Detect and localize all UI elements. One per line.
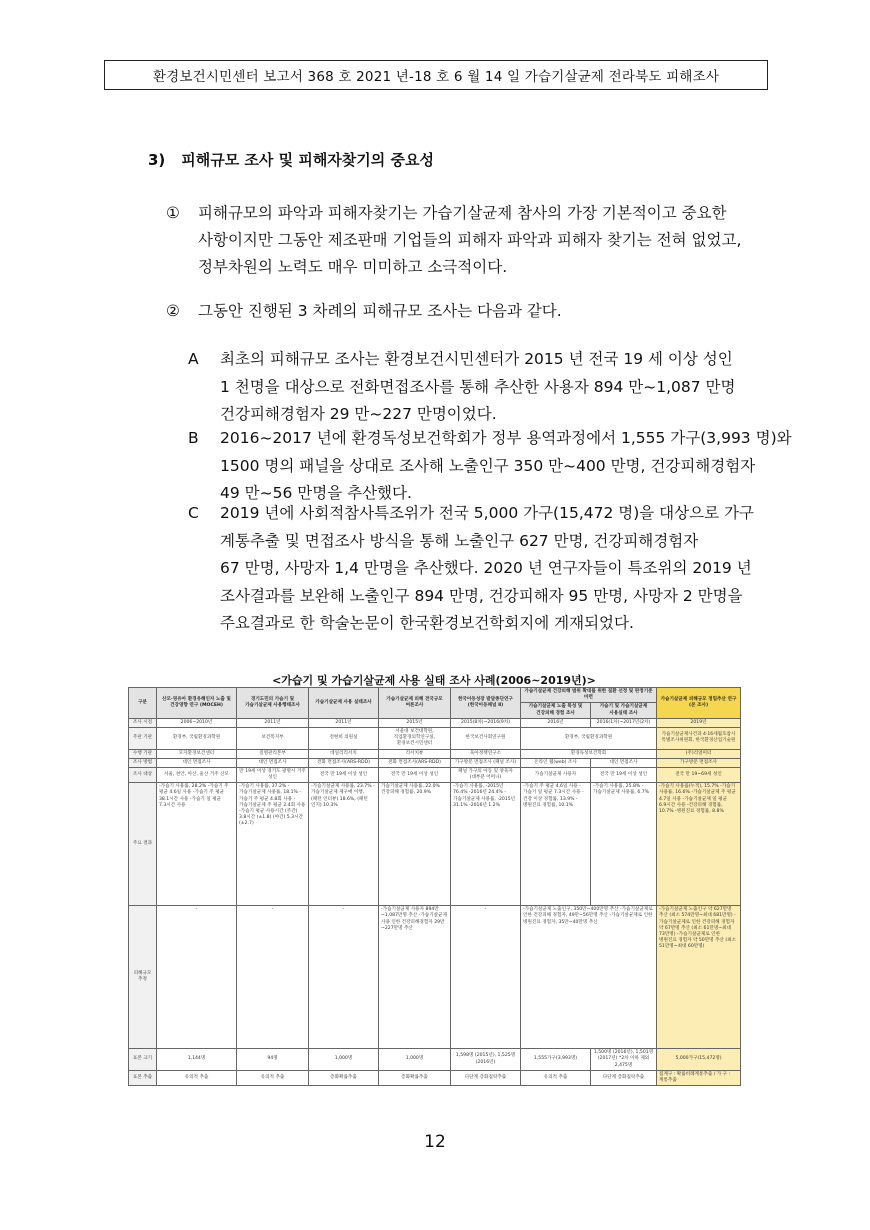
table-cell: 가습기살균제 사용자 bbox=[521, 767, 591, 782]
paragraph-1-line: 사항이지만 그동안 제조판매 기업들의 피해자 파악과 피해자 찾기는 전혀 없었고, bbox=[198, 231, 742, 249]
paragraph-1-line: 피해규모의 파악과 피해자찾기는 가습기살균제 참사의 가장 기본적이고 중요한 bbox=[198, 204, 727, 222]
table-cell: 1,000명 bbox=[379, 1049, 451, 1071]
table-header-row bbox=[129, 688, 741, 703]
table-title: <가습기 및 가습기살균제 사용 실태 조사 사례(2006~2019년)> bbox=[272, 674, 596, 687]
table-cell: 층화확률추출 bbox=[379, 1070, 451, 1085]
table-cell: 질병관리본부 bbox=[237, 749, 309, 758]
subitem-c-marker: C bbox=[188, 504, 199, 522]
table-cell: 가구방문 면접조사 (패널 조사) bbox=[451, 758, 521, 767]
row-label: 피해규모 추정 bbox=[129, 906, 157, 1049]
table-cell: 5,000가구(15,472명) bbox=[657, 1049, 741, 1071]
table-cell: 육아정책연구소 bbox=[451, 749, 521, 758]
column-header: 가습기 및 가습기살균제 사용실태 조사 bbox=[591, 703, 657, 718]
subitem-a-marker: A bbox=[188, 350, 199, 368]
column-header: 가습기살균제 노출 특성 및 건강피해 경험 조사 bbox=[521, 703, 591, 718]
table-cell: 전국 만 19세 이상 성인 bbox=[309, 767, 379, 782]
table-cell: 전화 면접조사(ARS-RDD) bbox=[379, 758, 451, 767]
table-cell: 2006~2010년 bbox=[157, 718, 237, 727]
table-cell: 1,598명 (2015년), 1,525명 (2016년) bbox=[451, 1049, 521, 1071]
table-cell: 한국보건사회연구원 bbox=[451, 727, 521, 749]
table-cell: 2015(8차)~2016(9차) bbox=[451, 718, 521, 727]
table-cell: -가습기 사용률, 37.2% -가습기살균제 사용률, 18.1% -가습기 주 평균 4.8회 사용 -가습기살균제 주 평균 2.4회 사용 -가습기 평균 사용시간 (주간) 3.8시간 (±1.8) (야간) 5.3시간 (±2.7) bbox=[237, 783, 309, 906]
table-cell: -가습기 주 평균 4.6일 사용 -가습기 일 평균 7.3시간 사용 -건강 이상 경험률, 13.9% -병원진료 경험률, 10.1% bbox=[521, 783, 591, 906]
table-cell: 대인 면접조사 bbox=[591, 758, 657, 767]
section-title: 피해규모 조사 및 피해자찾기의 중요성 bbox=[181, 151, 434, 169]
subitem-b-line: 49 만~56 만명을 추산했다. bbox=[220, 484, 412, 502]
table-cell: 보건복지부 bbox=[237, 727, 309, 749]
column-header: 산모·영유아 환경유해인자 노출 및 건강영향 연구 (MOCEH) bbox=[157, 688, 237, 719]
table-cell: 다단계 층화집락추출 bbox=[591, 1070, 657, 1085]
table-cell: 1,500명 (2016년), 1,501명 (2017년) *2차 이하 제외 2,475명 bbox=[591, 1049, 657, 1071]
subitem-b-line: 2016~2017 년에 환경독성보건학회가 정부 용역과정에서 1,555 가구(3,993 명)와 bbox=[220, 429, 792, 447]
subitem-b-marker: B bbox=[188, 429, 199, 447]
table-cell: 전국 만 19세 이상 성인 bbox=[591, 767, 657, 782]
paragraph-2-text: 그동안 진행된 3 차례의 피해규모 조사는 다음과 같다. bbox=[198, 302, 562, 320]
table-cell: 데일리리서치 bbox=[309, 749, 379, 758]
subitem-c-line: 주요결과로 한 학술논문이 한국환경보건학회지에 게재되었다. bbox=[220, 614, 634, 632]
table-cell: 2016년 bbox=[521, 718, 591, 727]
table-cell: 2016(1차)~2017년(2차) bbox=[591, 718, 657, 727]
table-cell: 집계구 : 확률비례계통추출 / 가 구 : 계통추출 bbox=[657, 1070, 741, 1085]
table-cell: 서울대 보건대학원, 직업환경의학연구실, 환경보건시민센터 bbox=[379, 727, 451, 749]
table-cell: -가습기 사용률, -2015년 76.4% -2016년 24.4% -가습기살균제 사용률, -2015년 31.1% -2016년 1.2% bbox=[451, 783, 521, 906]
table-cell: 유의적 추출 bbox=[157, 1070, 237, 1085]
table-cell: 대인 면접조사 bbox=[237, 758, 309, 767]
table-cell: 전화 면접조사(ARS-RDD) bbox=[309, 758, 379, 767]
row-label: 조사 대상 bbox=[129, 767, 157, 782]
table-row bbox=[129, 749, 741, 758]
table-cell: -가습기 사용률, 28.2% -가습기 주 평균 4.6일 사용 -가습기 주 평균 38.1시간 사용 -가습기 일 평균 7.3시간 사용 bbox=[157, 783, 237, 906]
column-header: 가습기살균제 사용 실태조사 bbox=[309, 688, 379, 719]
row-label: 주요 결과 bbox=[129, 783, 157, 906]
table-cell: 층화확률추출 bbox=[309, 1070, 379, 1085]
table-cell: - bbox=[157, 906, 237, 1049]
subitem-a-line: 1 천명을 대상으로 전화면접조사를 통해 추산한 사용자 894 만~1,087 만명 bbox=[220, 377, 736, 396]
table-cell: 2019년 bbox=[657, 718, 741, 727]
row-label: 표본 크기 bbox=[129, 1049, 157, 1071]
table-cell: 대인 면접조사 bbox=[157, 758, 237, 767]
table-cell: - bbox=[237, 906, 309, 1049]
table-cell: 94명 bbox=[237, 1049, 309, 1071]
table-row bbox=[129, 906, 741, 1049]
subitem-c-line: 67 만명, 사망자 1,4 만명을 추산했다. 2020 년 연구자들이 특조위의 2019 년 bbox=[220, 559, 752, 577]
column-header: 경기도민의 가습기 및 가습기살균제 사용행태조사 bbox=[237, 688, 309, 719]
table-cell: 유의적 추출 bbox=[521, 1070, 591, 1085]
table-cell: 리서치뷰 bbox=[379, 749, 451, 758]
subitem-c-line: 2019 년에 사회적참사특조위가 전국 5,000 가구(15,472 명)을 대상으로 가구 bbox=[220, 504, 754, 522]
table-row bbox=[129, 1049, 741, 1071]
table-cell: -가습기살균제 노출인구, 350만~400만명 추산 -가습기살균제로 인한 건강피해 경험자, 49만~56만명 추산 -가습기살균제로 인한 병원진료 경험자, 35만~40만명 추산 bbox=[521, 906, 657, 1049]
table-cell: 유의적 추출 bbox=[237, 1070, 309, 1085]
table-row bbox=[129, 783, 741, 906]
table-cell: 서울, 천안, 아산, 울산 거주 산모 bbox=[157, 767, 237, 782]
table-cell: 2011년 bbox=[237, 718, 309, 727]
table-row bbox=[129, 767, 741, 782]
table-cell: 환경부, 국립환경과학원 bbox=[157, 727, 237, 749]
table-cell: 1,144명 bbox=[157, 1049, 237, 1071]
table-cell: 2015년 bbox=[379, 718, 451, 727]
table-cell: - bbox=[451, 906, 521, 1049]
table-cell: -가습기살균제 사용률, 23.7% -가습기살균제 제구매 이행, (패턴 인터뷰) 18.6%, (패턴 인지) 10.3% bbox=[309, 783, 379, 906]
table-cell: 가구방문 면접조사 bbox=[657, 758, 741, 767]
corner-header: 구분 bbox=[129, 688, 157, 719]
table-cell: -가습기살균제 사용자 894만~1,087만명 추산 -가습기살균제 사용 인한 건강피해경험자 29만~227만명 추산 bbox=[379, 906, 451, 1049]
table-cell: -가습기 사용률, 25.8% -가습기살균제 사용률, 6.7% bbox=[591, 783, 657, 906]
table-cell: 1,555가구(3,993명) bbox=[521, 1049, 591, 1071]
column-header-highlight: 가습기살균제 피해규모 정밀추산 연구 (본 조사) bbox=[657, 688, 741, 719]
subitem-c-line: 계통추출 및 면접조사 방식을 통해 노출인구 627 만명, 건강피해경험자 bbox=[220, 531, 699, 550]
table-cell: 모자환경보건센터 bbox=[157, 749, 237, 758]
survey-table bbox=[128, 687, 741, 1086]
table-row bbox=[129, 758, 741, 767]
table-cell: 환경부, 국립환경과학원 bbox=[521, 727, 657, 749]
subitem-b-line: 1500 명의 패널을 상대로 조사해 노출인구 350 만~400 만명, 건강피해경험자 bbox=[220, 456, 756, 475]
table-cell: 온라인 웹(web) 조사 bbox=[521, 758, 591, 767]
table-cell: -가습기살균제 노출인구 약 627만명 추산 (최소 574만명~최대 681만명) -가습기살균제로 인한 건강피해 경험자 약 67만명 추산 (최소 61만명~최대 73만명) -가습기살균제로 인한 병원진료 경험자 약 50만명 추산 (최소 51만명~최대 60만명) bbox=[657, 906, 741, 1049]
table-cell: 전국 만 19세 이상 성인 bbox=[379, 767, 451, 782]
table-row bbox=[129, 727, 741, 749]
section-number: 3) bbox=[148, 151, 166, 169]
table-cell: 다단계 층화집락추출 bbox=[451, 1070, 521, 1085]
circled-two-marker: ② bbox=[166, 302, 180, 320]
table-cell: 환경독성보건학회 bbox=[521, 749, 657, 758]
circled-one-marker: ① bbox=[166, 204, 180, 222]
table-cell: 1,000명 bbox=[309, 1049, 379, 1071]
column-header: 가습기살균제 피해 전국규모 여론조사 bbox=[379, 688, 451, 719]
table-cell: 만 19세 이상 경기도 광명시 거주 성인 bbox=[237, 767, 309, 782]
table-cell: 가습기살균제 사용률, 22.0% 건강피해 경험률, 20.9% bbox=[379, 783, 451, 906]
table-cell: 패널 가구의 아동 및 양육자(대부분 어머니) bbox=[451, 767, 521, 782]
table-cell: (주)리얼미터 bbox=[657, 749, 741, 758]
running-header bbox=[104, 60, 768, 90]
table-cell: -가습기 사용률(누적), 15.7% -가습기 사용률, 16.6% -가습기살균제 주 평균 4.7일 사용 -가습기살균제 일 평균 6.9시간 사용 -건강피해 경험률, 10.7% -병원진료 경험률, 8.8% bbox=[657, 783, 741, 906]
row-label: 주관 기관 bbox=[129, 727, 157, 749]
subitem-a-line: 건강피해경험자 29 만~227 만명이었다. bbox=[220, 405, 497, 423]
table-cell: 전현희 의원실 bbox=[309, 727, 379, 749]
table-row bbox=[129, 718, 741, 727]
table-cell: - bbox=[309, 906, 379, 1049]
table-row bbox=[129, 1070, 741, 1085]
row-label: 수행 기관 bbox=[129, 749, 157, 758]
paragraph-1-line: 정부차원의 노력도 매우 미미하고 소극적이다. bbox=[198, 258, 508, 276]
subitem-a-line: 최초의 피해규모 조사는 환경보건시민센터가 2015 년 전국 19 세 이상 성인 bbox=[220, 350, 733, 368]
row-label: 조사 시점 bbox=[129, 718, 157, 727]
running-title: 환경보건시민센터 보고서 368 호 2021 년-18 호 6 월 14 일 가습기살균제 전라북도 피해조사 bbox=[152, 69, 720, 85]
table-cell: 2011년 bbox=[309, 718, 379, 727]
table-cell: 가습기살균제사건과 4·16세월호참사 특별조사위원회, 한국환경산업기술원 bbox=[657, 727, 741, 749]
section-heading bbox=[148, 149, 434, 170]
column-header: 한국아동성장 발달종단연구 (한국아동패널 Ⅱ) bbox=[451, 688, 521, 719]
row-label: 조사 방법 bbox=[129, 758, 157, 767]
table-cell: 전국 만 19~69세 성인 bbox=[657, 767, 741, 782]
subitem-c-line: 조사결과를 보완해 노출인구 894 만명, 건강피해자 95 만명, 사망자 2 만명을 bbox=[220, 586, 743, 605]
group-header: 가습기살균제 건강피해 범위 확대를 위한 질환 선정 및 판정기준 마련 bbox=[521, 688, 657, 703]
page-number: 12 bbox=[424, 1132, 446, 1152]
row-label: 표본 추출 bbox=[129, 1070, 157, 1085]
